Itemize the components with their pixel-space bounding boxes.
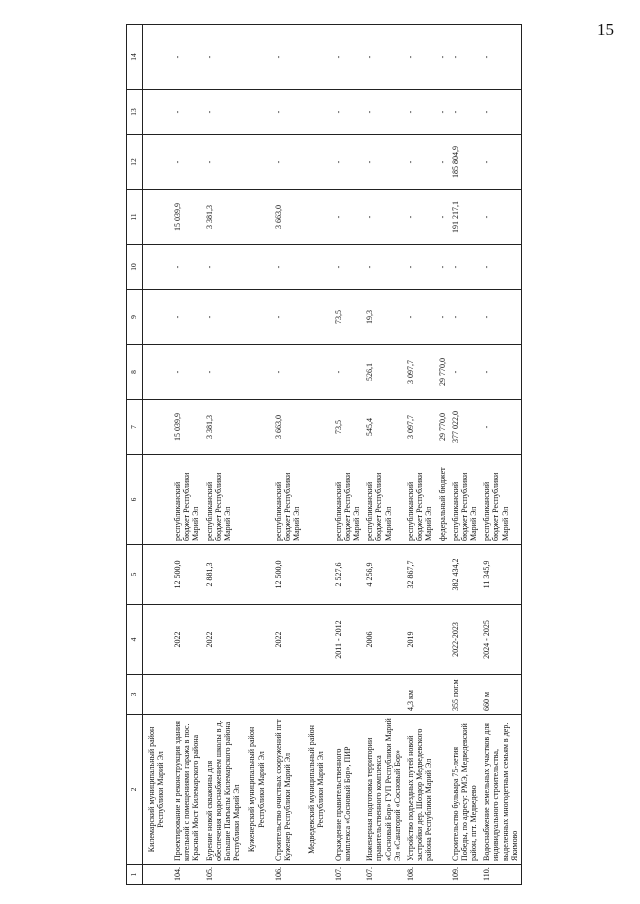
cell-c8: - <box>171 345 203 400</box>
cell-c4: 2022 <box>272 605 304 675</box>
cell-c12: - <box>272 135 304 190</box>
cell-c9: - <box>203 290 244 345</box>
empty-cell <box>142 90 171 135</box>
cell-c10: - <box>436 245 449 290</box>
page-number: 15 <box>597 20 614 39</box>
cell-c12: 185 804,9 <box>449 135 481 190</box>
empty-cell <box>436 675 449 715</box>
cell-c13: - <box>203 90 244 135</box>
cell-c14: - <box>436 25 449 90</box>
cell-c12: - <box>363 135 404 190</box>
cell-c8: - <box>203 345 244 400</box>
cell-c8: - <box>449 345 481 400</box>
cell-c13: - <box>363 90 404 135</box>
cell-c10: - <box>404 245 436 290</box>
cell-c9: - <box>449 290 481 345</box>
cell-c8: - <box>480 345 521 400</box>
cell-c6: республиканский бюджет Республики Марий Эл <box>203 455 244 545</box>
cell-c6: республиканский бюджет Республики Марий Эл <box>363 455 404 545</box>
object-name: Ограждение правительственного комплекса «Сосновый Бор», ПИР <box>332 715 364 865</box>
cell-c6: республиканский бюджет Республики Марий Эл <box>404 455 436 545</box>
cell-c4: 2006 <box>363 605 404 675</box>
empty-cell <box>142 455 171 545</box>
empty-cell <box>243 90 271 135</box>
cell-c5: 12 500,0 <box>272 545 304 605</box>
investment-table <box>126 24 522 885</box>
empty-cell <box>142 190 171 245</box>
cell-c8: - <box>332 345 364 400</box>
cell-c9: - <box>171 290 203 345</box>
empty-cell <box>303 605 331 675</box>
table-body <box>142 25 521 885</box>
empty-cell <box>243 455 271 545</box>
column-number-6: 6 <box>127 455 143 545</box>
empty-cell <box>142 605 171 675</box>
column-number-9: 9 <box>127 290 143 345</box>
cell-c14: - <box>363 25 404 90</box>
cell-c13: - <box>449 90 481 135</box>
empty-cell <box>303 290 331 345</box>
district-name: Куженерский муниципальный район Республики Марий Эл <box>243 715 271 865</box>
cell-c7: 3 097,7 <box>404 400 436 455</box>
empty-cell <box>303 545 331 605</box>
cell-c6: республиканский бюджет Республики Марий Эл <box>480 455 521 545</box>
cell-c8: - <box>272 345 304 400</box>
empty-cell <box>303 345 331 400</box>
table-row <box>272 25 304 885</box>
district-name: Килемарский муниципальный район Республики Марий Эл <box>142 715 171 865</box>
cell-c3 <box>272 675 304 715</box>
empty-cell <box>142 290 171 345</box>
cell-c3: 4,3 км <box>404 675 436 715</box>
funding-subrow <box>436 25 449 885</box>
cell-c7: 73,5 <box>332 400 364 455</box>
cell-c5: 2 881,3 <box>203 545 244 605</box>
row-number: 108. <box>404 865 436 885</box>
cell-c11: - <box>332 190 364 245</box>
object-name: Инженерная подготовка территории правительственного комплекса «Сосновый Бор» ГУП Республики Марий Эл «Санаторий «Сосновый Бор» <box>363 715 404 865</box>
cell-c10: - <box>332 245 364 290</box>
empty-cell <box>243 545 271 605</box>
empty-cell <box>142 345 171 400</box>
empty-cell <box>303 245 331 290</box>
empty-cell <box>243 400 271 455</box>
column-number-5: 5 <box>127 545 143 605</box>
cell-c7: 3 663,0 <box>272 400 304 455</box>
table-row <box>480 25 521 885</box>
district-row <box>303 25 331 885</box>
table-row <box>363 25 404 885</box>
row-number: 104. <box>171 865 203 885</box>
cell-c12: - <box>332 135 364 190</box>
cell-c5: 382 434,2 <box>449 545 481 605</box>
cell-c7: 15 039,9 <box>171 400 203 455</box>
cell-c3 <box>332 675 364 715</box>
cell-c8: 526,1 <box>363 345 404 400</box>
cell-c13: - <box>272 90 304 135</box>
column-number-8: 8 <box>127 345 143 400</box>
cell-c9: - <box>480 290 521 345</box>
table-row <box>171 25 203 885</box>
cell-c5: 2 527,6 <box>332 545 364 605</box>
empty-cell <box>243 135 271 190</box>
empty-cell <box>243 245 271 290</box>
empty-cell <box>142 25 171 90</box>
cell-c5: 12 500,0 <box>171 545 203 605</box>
district-row <box>142 25 171 885</box>
cell-c14: - <box>480 25 521 90</box>
empty-cell <box>142 545 171 605</box>
column-number-13: 13 <box>127 90 143 135</box>
row-number: 107. <box>332 865 364 885</box>
table-row <box>332 25 364 885</box>
cell-c14: - <box>203 25 244 90</box>
column-number-14: 14 <box>127 25 143 90</box>
cell-c7: 545,4 <box>363 400 404 455</box>
column-number-2: 2 <box>127 715 143 865</box>
cell-c11: 3 381,3 <box>203 190 244 245</box>
cell-c6: республиканский бюджет Республики Марий Эл <box>332 455 364 545</box>
empty-cell <box>142 865 171 885</box>
cell-c5: 4 256,9 <box>363 545 404 605</box>
object-name: Устройство подъездных путей новой застройки дер. Шоэдор Медведевского района Республики Марий Эл <box>404 715 436 865</box>
empty-cell <box>142 675 171 715</box>
empty-cell <box>303 865 331 885</box>
cell-c9: - <box>272 290 304 345</box>
cell-c6: федеральный бюджет <box>436 455 449 545</box>
cell-c4: 2011 - 2012 <box>332 605 364 675</box>
cell-c8: 29 770,0 <box>436 345 449 400</box>
cell-c10: - <box>203 245 244 290</box>
row-number: 109. <box>449 865 481 885</box>
cell-c13: - <box>404 90 436 135</box>
cell-c11: - <box>480 190 521 245</box>
empty-cell <box>142 400 171 455</box>
cell-c4: 2024 - 2025 <box>480 605 521 675</box>
cell-c11: - <box>363 190 404 245</box>
column-number-12: 12 <box>127 135 143 190</box>
row-number: 106. <box>272 865 304 885</box>
empty-cell <box>142 245 171 290</box>
empty-cell <box>436 545 449 605</box>
column-number-11: 11 <box>127 190 143 245</box>
cell-c9: - <box>404 290 436 345</box>
cell-c10: - <box>171 245 203 290</box>
cell-c3 <box>203 675 244 715</box>
table-row <box>203 25 244 885</box>
cell-c12: - <box>171 135 203 190</box>
cell-c12: - <box>480 135 521 190</box>
cell-c13: - <box>332 90 364 135</box>
empty-cell <box>303 190 331 245</box>
cell-c10: - <box>272 245 304 290</box>
column-number-3: 3 <box>127 675 143 715</box>
empty-cell <box>436 715 449 865</box>
empty-cell <box>303 675 331 715</box>
empty-cell <box>243 675 271 715</box>
cell-c9: 73,5 <box>332 290 364 345</box>
cell-c14: - <box>449 25 481 90</box>
cell-c3: 660 м <box>480 675 521 715</box>
cell-c12: - <box>203 135 244 190</box>
row-number: 110. <box>480 865 521 885</box>
cell-c14: - <box>171 25 203 90</box>
table-row <box>404 25 436 885</box>
object-name: Бурение новой скважины для обеспечения водоснабжением школы в д. Большие Памъялы Килемарского района Республики Марий Эл <box>203 715 244 865</box>
table-row <box>449 25 481 885</box>
empty-cell <box>243 605 271 675</box>
row-number: 107. <box>363 865 404 885</box>
cell-c3 <box>363 675 404 715</box>
cell-c10: - <box>449 245 481 290</box>
empty-cell <box>243 25 271 90</box>
object-name: Водоснабжение земельных участков для индивидуального строительства, выделенных многодетным семьям в дер. Якимово <box>480 715 521 865</box>
empty-cell <box>303 135 331 190</box>
empty-cell <box>303 25 331 90</box>
cell-c8: 3 097,7 <box>404 345 436 400</box>
cell-c7: 377 022,0 <box>449 400 481 455</box>
row-number: 105. <box>203 865 244 885</box>
cell-c11: 3 663,0 <box>272 190 304 245</box>
cell-c10: - <box>480 245 521 290</box>
cell-c13: - <box>436 90 449 135</box>
object-name: Строительство бульвара 75-летия Победы, по адресу: РМЭ, Медведевский район, пгт. Медведево <box>449 715 481 865</box>
cell-c12: - <box>436 135 449 190</box>
column-number-1: 1 <box>127 865 143 885</box>
cell-c4: 2022 <box>171 605 203 675</box>
cell-c12: - <box>404 135 436 190</box>
cell-c3: 355 пог.м <box>449 675 481 715</box>
empty-cell <box>243 345 271 400</box>
cell-c5: 11 345,9 <box>480 545 521 605</box>
cell-c7: - <box>480 400 521 455</box>
empty-cell <box>303 90 331 135</box>
cell-c7: 3 381,3 <box>203 400 244 455</box>
empty-cell <box>303 455 331 545</box>
cell-c14: - <box>332 25 364 90</box>
cell-c9: - <box>436 290 449 345</box>
cell-c11: - <box>404 190 436 245</box>
cell-c5: 32 867,7 <box>404 545 436 605</box>
cell-c13: - <box>171 90 203 135</box>
cell-c4: 2019 <box>404 605 436 675</box>
cell-c14: - <box>272 25 304 90</box>
cell-c11: - <box>436 190 449 245</box>
object-name: Строительство очистных сооружений пгт Куженер Республики Марий Эл <box>272 715 304 865</box>
column-number-4: 4 <box>127 605 143 675</box>
cell-c6: республиканский бюджет Республики Марий Эл <box>449 455 481 545</box>
cell-c4: 2022-2023 <box>449 605 481 675</box>
cell-c6: республиканский бюджет Республики Марий Эл <box>272 455 304 545</box>
cell-c6: республиканский бюджет Республики Марий Эл <box>171 455 203 545</box>
cell-c3 <box>171 675 203 715</box>
district-name: Медведевский муниципальный район Республики Марий Эл <box>303 715 331 865</box>
empty-cell <box>436 605 449 675</box>
cell-c4: 2022 <box>203 605 244 675</box>
cell-c10: - <box>363 245 404 290</box>
cell-c7: 29 770,0 <box>436 400 449 455</box>
empty-cell <box>243 190 271 245</box>
rotated-table-container <box>126 25 640 885</box>
cell-c11: 15 039,9 <box>171 190 203 245</box>
empty-cell <box>303 400 331 455</box>
cell-c13: - <box>480 90 521 135</box>
cell-c9: 19,3 <box>363 290 404 345</box>
empty-cell <box>142 135 171 190</box>
cell-c11: 191 217,1 <box>449 190 481 245</box>
district-row <box>243 25 271 885</box>
column-number-7: 7 <box>127 400 143 455</box>
cell-c14: - <box>404 25 436 90</box>
empty-cell <box>243 865 271 885</box>
empty-cell <box>243 290 271 345</box>
column-number-row <box>127 25 143 885</box>
empty-cell <box>436 865 449 885</box>
object-name: Проектирование и реконструкция здания котельной с помещениями гаража в пос. Красный Мост Килемарского района <box>171 715 203 865</box>
column-number-10: 10 <box>127 245 143 290</box>
